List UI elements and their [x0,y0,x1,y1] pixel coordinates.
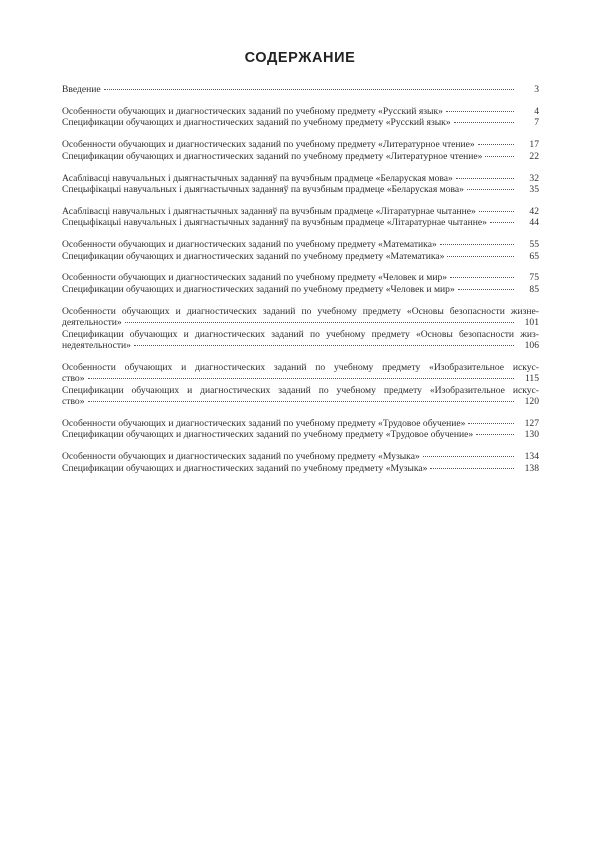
toc-entry-title: ство» [62,396,85,408]
dot-leader [476,434,514,435]
toc-group [62,451,539,474]
toc-page-number: 134 [524,451,539,463]
toc-entry-title: Асаблівасці навучальных і дыягнастычных заданняў па вучэбным прадмеце «Літаратурнае чытанне» [62,205,476,217]
toc-page-number: 32 [529,172,539,184]
toc-page-number: 7 [534,117,539,129]
toc-entry-line [62,396,539,407]
dot-leader [458,289,514,290]
toc-entry-title: ство» [62,373,85,385]
toc-page-number: 120 [524,396,539,408]
toc-entry-title: недеятельности» [62,340,131,351]
toc-entry-line [62,184,539,195]
toc-entry-title-line: Особенности обучающих и диагностических заданий по учебному предмету «Изобразительное искус- [62,361,539,373]
toc-entry[interactable] [62,239,539,250]
toc-entry[interactable] [62,418,539,429]
toc-entry[interactable] [62,306,539,329]
toc-entry-title: деятельности» [62,317,122,329]
toc-entry-line [62,84,539,95]
toc-entry-line [62,106,539,117]
toc-group [62,362,539,408]
toc-page-number: 101 [524,317,539,329]
toc-entry[interactable] [62,385,539,408]
dot-leader [467,189,514,190]
toc-entry-line [62,251,539,262]
toc-entry[interactable] [62,429,539,440]
toc-entry-title-line: Особенности обучающих и диагностических заданий по учебному предмету «Основы безопасности жизне- [62,305,539,317]
toc-group [62,306,539,352]
toc-entry-line [62,373,539,384]
dot-leader [456,178,514,179]
toc-page-number: 3 [534,84,539,95]
dot-leader [88,378,514,379]
toc-page-number: 85 [529,283,539,295]
toc-page-number: 115 [524,373,539,385]
toc-page-number: 4 [534,105,539,117]
toc-group [62,239,539,262]
toc-entry-title: Спецификации обучающих и диагностических заданий по учебному предмету «Музыка» [62,462,428,474]
toc-entry[interactable] [62,251,539,262]
dot-leader [125,322,514,323]
toc-page-number: 35 [529,183,539,195]
toc-entry-line [62,139,539,150]
toc-entry[interactable] [62,106,539,117]
toc-group [62,106,539,129]
toc-entry[interactable] [62,362,539,385]
toc-entry[interactable] [62,272,539,283]
toc-entry-line [62,217,539,228]
toc-entry-title: Особенности обучающих и диагностических заданий по учебному предмету «Русский язык» [62,105,443,117]
toc-group [62,139,539,162]
toc-page-number: 42 [529,205,539,217]
toc-entry-title: Асаблівасці навучальных і дыягнастычных заданняў па вучэбным прадмеце «Беларуская мова» [62,172,453,184]
toc-page-number: 106 [524,340,539,351]
toc-group [62,173,539,196]
toc-entry-title: Особенности обучающих и диагностических заданий по учебному предмету «Трудовое обучение» [62,418,466,430]
toc-entry-title: Особенности обучающих и диагностических заданий по учебному предмету «Человек и мир» [62,272,448,284]
toc-group [62,272,539,295]
toc-entry-line [62,117,539,128]
toc-entry-title: Спецыфікацыі навучальных і дыягнастычных заданняў па вучэбным прадмеце «Беларуская мова» [62,183,464,195]
toc-entry-line [62,284,539,295]
toc-entry[interactable] [62,117,539,128]
toc-entry-line [62,173,539,184]
toc-entry-line [62,340,539,351]
toc-group [62,84,539,95]
toc-entry[interactable] [62,151,539,162]
toc-entry-title: Особенности обучающих и диагностических заданий по учебному предмету «Музыка» [62,451,420,463]
toc-page-number: 138 [524,462,539,474]
toc-entry[interactable] [62,173,539,184]
toc-entry-title: Спецификации обучающих и диагностических заданий по учебному предмету «Литературное чтение» [62,150,483,162]
toc-entry-line [62,463,539,474]
dot-leader [490,222,514,223]
toc-entry-title: Особенности обучающих и диагностических заданий по учебному предмету «Литературное чтение» [62,139,475,151]
toc-group [62,418,539,441]
dot-leader [430,468,514,469]
toc-entry-title-line: Спецификации обучающих и диагностических заданий по учебному предмету «Изобразительное искус- [62,384,539,396]
toc-entry[interactable] [62,217,539,228]
toc-page-number: 130 [524,429,539,441]
toc-entry-title: Спецификации обучающих и диагностических заданий по учебному предмету «Человек и мир» [62,283,455,295]
toc-entry-title-line: Спецификации обучающих и диагностических заданий по учебному предмету «Основы безопасности жиз- [62,328,539,340]
toc-entry[interactable] [62,284,539,295]
toc-entry-line [62,239,539,250]
toc-entry[interactable] [62,451,539,462]
toc-entry-line [62,451,539,462]
dot-leader [446,111,514,112]
toc-page-number: 44 [529,217,539,229]
toc-entry-title: Спецыфікацыі навучальных і дыягнастычных заданняў па вучэбным прадмеце «Літаратурнае чытанне» [62,217,487,229]
table-of-contents [62,84,539,485]
dot-leader [485,156,514,157]
toc-entry[interactable] [62,139,539,150]
toc-entry-line [62,151,539,162]
dot-leader [478,144,514,145]
toc-entry-title: Спецификации обучающих и диагностических заданий по учебному предмету «Математика» [62,250,445,262]
toc-entry-line [62,206,539,217]
toc-entry-line [62,429,539,440]
toc-entry-title: Спецификации обучающих и диагностических заданий по учебному предмету «Русский язык» [62,117,451,129]
dot-leader [104,89,514,90]
toc-page-number: 75 [529,272,539,284]
dot-leader [440,244,514,245]
toc-page-number: 55 [529,239,539,251]
toc-entry-line [62,418,539,429]
toc-entry-title: Спецификации обучающих и диагностических заданий по учебному предмету «Трудовое обучение» [62,429,474,441]
toc-entry[interactable] [62,463,539,474]
toc-entry-line [62,272,539,283]
dot-leader [454,122,514,123]
toc-page-number: 17 [529,139,539,151]
toc-page-number: 22 [529,150,539,162]
toc-entry[interactable] [62,329,539,352]
toc-entry-line [62,317,539,328]
dot-leader [468,423,514,424]
toc-entry[interactable] [62,184,539,195]
toc-entry-title: Особенности обучающих и диагностических заданий по учебному предмету «Математика» [62,239,437,251]
toc-page-number: 65 [529,250,539,262]
dot-leader [450,277,514,278]
dot-leader [479,211,514,212]
toc-entry-title: Введение [62,84,101,95]
toc-title: СОДЕРЖАНИЕ [244,50,356,66]
toc-page-number: 127 [524,418,539,430]
dot-leader [134,345,514,346]
dot-leader [88,401,514,402]
toc-entry[interactable] [62,206,539,217]
dot-leader [447,256,514,257]
toc-group [62,206,539,229]
dot-leader [423,456,514,457]
toc-entry[interactable] [62,84,539,95]
